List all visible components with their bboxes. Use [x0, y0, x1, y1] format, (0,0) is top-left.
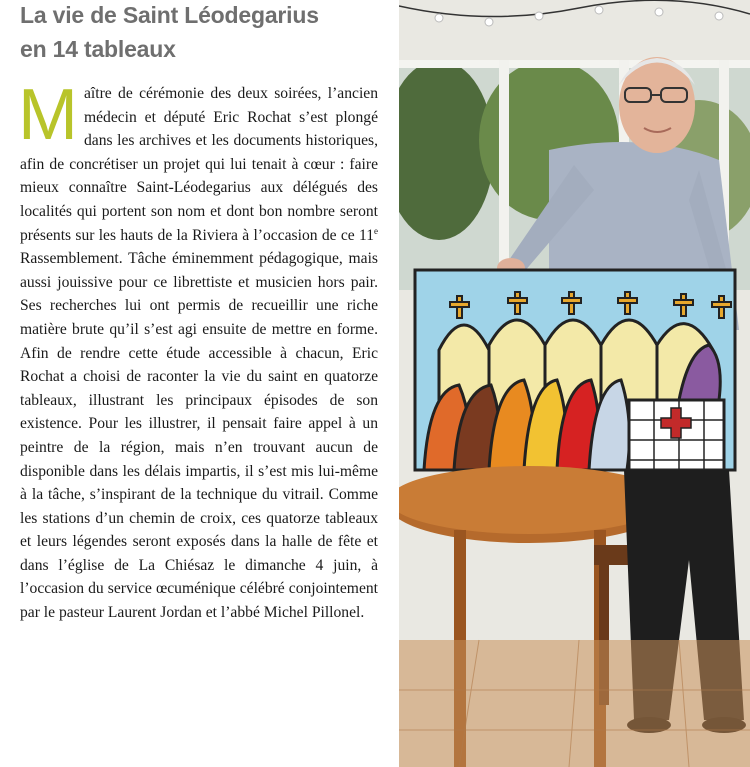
article-heading — [20, 0, 390, 66]
drop-cap: M — [18, 75, 78, 155]
article-text-start: aître de cérémonie des deux soirées, l’ancien médecin et député Eric Rochat s’est plongé dans les archives et les documents historiques, afin de concrétiser un projet qui lui tenait à cœur : faire mieux connaître Saint-Léodegarius aux délégués des localités qui portent son nom et dont bon nombre seront présents sur les hauts de la Riviera à l’occasion de ce 11 — [20, 85, 378, 244]
heading-line-1: La vie de Saint Léodegarius — [20, 2, 319, 28]
article-body — [18, 75, 378, 625]
heading-line-2: en 14 tableaux — [20, 36, 176, 62]
photo-man-with-painting — [399, 0, 750, 767]
stained-glass-painting — [415, 270, 735, 470]
article-paragraph — [18, 75, 378, 625]
ordinal-superscript: e — [374, 225, 378, 236]
article-text-rest: Rassemblement. Tâche éminemment pédagogique, mais aussi jouissive pour ce librettiste et musicien hors pair. Ses recherches lui ont permis de recueillir une riche matière brute qu’il s’est agi ensuite de mettre en forme. Afin de rendre cette étude accessible à chacun, Eric Rochat a choisi de raconter la vie du saint en quatorze tableaux, illustrant les principaux épisodes de son existence. Pour les illustrer, il pensait faire appel à un peintre de la région, mais n’en trouvant aucun de disponible dans les délais impartis, il s’est mis lui-même à la tâche, s’inspirant de la technique du vitrail. Comme les stations d’un chemin de croix, ces quatorze tableaux et leurs légendes seront exposés dans la halle de fête et dans l’église de La Chiésaz le dimanche 4 juin, à l’occasion du service œcuménique célébré conjointement par le pasteur Laurent Jordan et l’abbé Michel Pillonel. — [20, 250, 378, 622]
